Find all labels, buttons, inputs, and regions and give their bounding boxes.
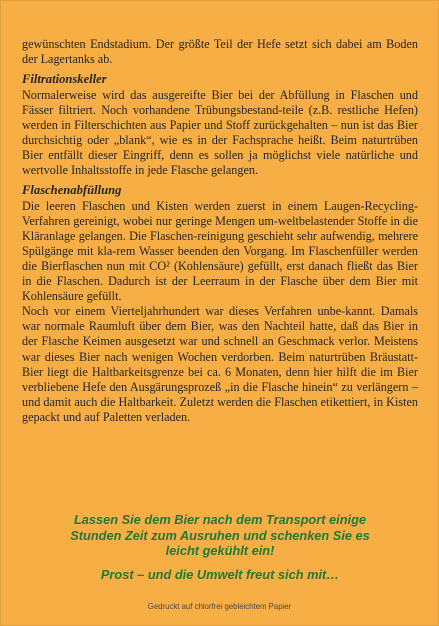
closing-line: Lassen Sie dem Bier nach dem Transport einige — [73, 512, 367, 527]
closing-line: Stunden Zeit zum Ausruhen und schenken Sie es — [70, 527, 370, 543]
closing-line: leicht gekühlt ein! — [165, 543, 275, 559]
print-note: Gedruckt auf chlorfrei gebleichtem Papier — [147, 602, 292, 611]
section-flaschenabfuellung — [22, 183, 418, 425]
prost-line: Prost – und die Umwelt freut sich mit… — [100, 566, 340, 582]
section-paragraph: Normalerweise wird das ausgereifte Bier bei der Abfüllung in Flaschen und Fässer filtriert. Noch vorhandene Trübungsbestand-teile (z.B. restliche Hefen) werden in Filterschichten aus Papier und Stoff zurückgehalten – nun ist das Bier durchsichtig oder „blank“, wie es in der Fachsprache heißt. Beim naturtrüben Bier entfällt dieser Eingriff, denn es sollen ja möglichst viele natürliche und wertvolle Inhaltsstoffe in jede Flasche gelangen. — [22, 87, 418, 178]
closing-message — [22, 512, 418, 582]
section-paragraph: Noch vor einem Vierteljahrhundert war dieses Verfahren unbe-kannt. Damals war normale Raumluft über dem Bier, was den Nachteil hatte, daß das Bier in der Flasche Keimen ausgesetzt war und schnell an Geschmack verlor. Meistens war dieses Bier nach wenigen Wochen verdorben. Beim naturtrüben Bräustatt-Bier liegt die Haltbarkeitsgrenze bei ca. 6 Monaten, denn hier hilft die im Bier verbliebene Hefe den Ausgärungsprozeß „in die Flasche hinein“ zu verlängern – und damit auch die Haltbarkeit. Zuletzt werden die Flaschen etikettiert, in Kisten gepackt und auf Paletten verladen. — [22, 304, 418, 424]
section-heading: Flaschenabfüllung — [22, 183, 122, 198]
section-heading: Filtrationskeller — [22, 72, 107, 87]
section-filtrationskeller — [22, 72, 418, 178]
article-body — [22, 37, 418, 425]
intro-paragraph: gewünschten Endstadium. Der größte Teil der Hefe setzt sich dabei am Boden der Lagertanks ab. — [22, 37, 418, 67]
section-paragraph: Die leeren Flaschen und Kisten werden zuerst in einem Laugen-Recycling-Verfahren gereinigt, wobei nur geringe Mengen um-weltbelastender Stoffe in die Kläranlage gelangen. Die Flaschen-reinigung geschieht sehr aufwendig, mehrere Spülgänge mit kla-rem Wasser beenden den Vorgang. Im Flaschenfüller werden die Bierflaschen nun mit CO² (Kohlensäure) gefüllt, erst danach fließt das Bier in die Flaschen. Dadurch ist der Leerraum in der Flasche über dem Bier mit Kohlensäure gefüllt. — [22, 198, 418, 304]
